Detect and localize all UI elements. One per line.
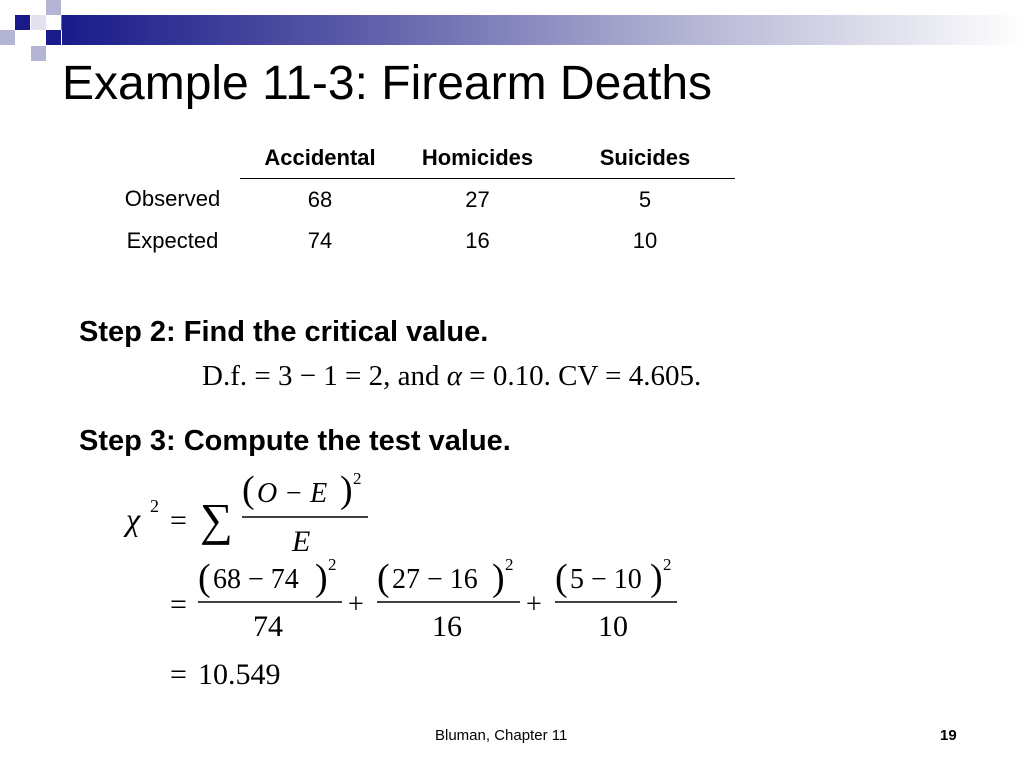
chi-symbol: χ — [126, 501, 141, 537]
denominator-expression: E — [292, 525, 311, 558]
exponent-2: 2 — [663, 555, 672, 574]
term3-denominator: 10 — [598, 610, 628, 643]
table-cell: 16 — [465, 227, 490, 253]
exponent-2: 2 — [505, 555, 514, 574]
equals-sign: = — [170, 658, 187, 691]
table-cell: 68 — [307, 186, 333, 212]
table-cell: 5 — [638, 186, 652, 212]
paren-open: ( — [198, 557, 211, 599]
table-cell: 27 — [465, 186, 490, 212]
plus-sign: + — [348, 589, 364, 620]
paren-close: ) — [315, 557, 328, 599]
term1-denominator: 74 — [253, 610, 283, 643]
plus-sign: + — [526, 589, 542, 620]
paren-close: ) — [492, 557, 505, 599]
equals-sign: = — [170, 588, 187, 621]
paren-open: ( — [242, 469, 255, 511]
term2-numerator: 27 − 16 — [392, 564, 478, 595]
cv-text: = 0.10. CV = 4.605. — [462, 360, 702, 392]
sum-symbol: ∑ — [200, 494, 233, 545]
numerator-expression: O − E — [257, 478, 328, 509]
row-label: Expected — [126, 227, 219, 253]
table-cell: 74 — [307, 227, 333, 253]
term1-numerator: 68 − 74 — [213, 564, 299, 595]
paren-close: ) — [340, 469, 353, 511]
exponent-2: 2 — [353, 469, 362, 488]
page-number: 19 — [940, 727, 957, 744]
step2-heading: Step 2: Find the critical value. — [79, 316, 489, 348]
equals-sign: = — [170, 504, 187, 537]
table-header-cell: Accidental — [240, 137, 400, 179]
exponent-2: 2 — [150, 496, 159, 516]
result-value: 10.549 — [198, 658, 281, 691]
paren-open: ( — [555, 557, 568, 599]
term2-denominator: 16 — [432, 610, 462, 643]
step3-heading: Step 3: Compute the test value. — [79, 425, 511, 457]
paren-close: ) — [650, 557, 663, 599]
term3-numerator: 5 − 10 — [570, 564, 642, 595]
df-text: D.f. = 3 − 1 = 2, and — [202, 360, 447, 392]
table-header-cell: Homicides — [400, 137, 555, 179]
slide-title: Example 11-3: Firearm Deaths — [62, 57, 713, 110]
table-header-cell: Suicides — [555, 137, 735, 179]
exponent-2: 2 — [328, 555, 337, 574]
row-label: Observed — [124, 186, 221, 212]
slide-footer: Bluman, Chapter 11 — [435, 727, 568, 744]
paren-open: ( — [377, 557, 390, 599]
table-cell: 10 — [632, 227, 658, 253]
alpha-symbol: α — [446, 360, 463, 392]
